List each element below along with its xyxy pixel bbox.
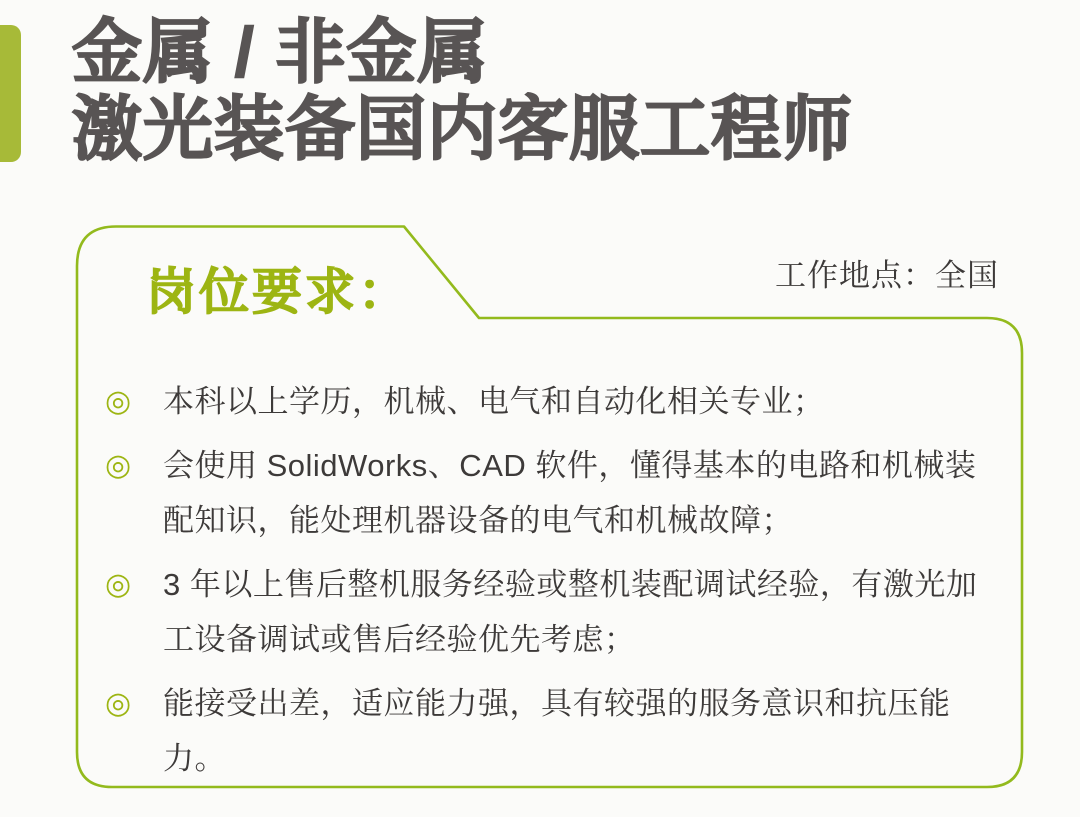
title-line-1: 金属 / 非金属 — [72, 13, 489, 91]
requirement-item-2 — [105, 438, 1000, 548]
bullet-icon: ◎ — [105, 568, 132, 601]
requirement-item-3 — [105, 557, 1000, 667]
title-line-2: 激光装备国内客服工程师 — [72, 90, 853, 168]
bullet-icon: ◎ — [105, 449, 132, 482]
title-accent-bar — [0, 25, 21, 162]
bullet-icon: ◎ — [105, 385, 132, 418]
page-title — [72, 14, 853, 168]
requirements-heading: 岗位要求： — [146, 264, 411, 320]
requirement-text-4: 能接受出差，适应能力强，具有较强的服务意识和抗压能力。 — [163, 686, 951, 776]
bullet-icon: ◎ — [105, 687, 132, 720]
requirements-list — [105, 374, 1000, 786]
requirement-item-1 — [105, 374, 1000, 429]
requirement-item-4 — [105, 676, 1000, 786]
requirement-text-1: 本科以上学历，机械、电气和自动化相关专业； — [163, 384, 825, 419]
requirement-text-3: 3 年以上售后整机服务经验或整机装配调试经验，有激光加工设备调试或售后经验优先考虑； — [163, 567, 978, 657]
requirement-text-2: 会使用 SolidWorks、CAD 软件，懂得基本的电路和机械装配知识，能处理机器设备的电气和机械故障； — [163, 448, 977, 538]
work-location-text: 工作地点：全国 — [775, 258, 999, 293]
